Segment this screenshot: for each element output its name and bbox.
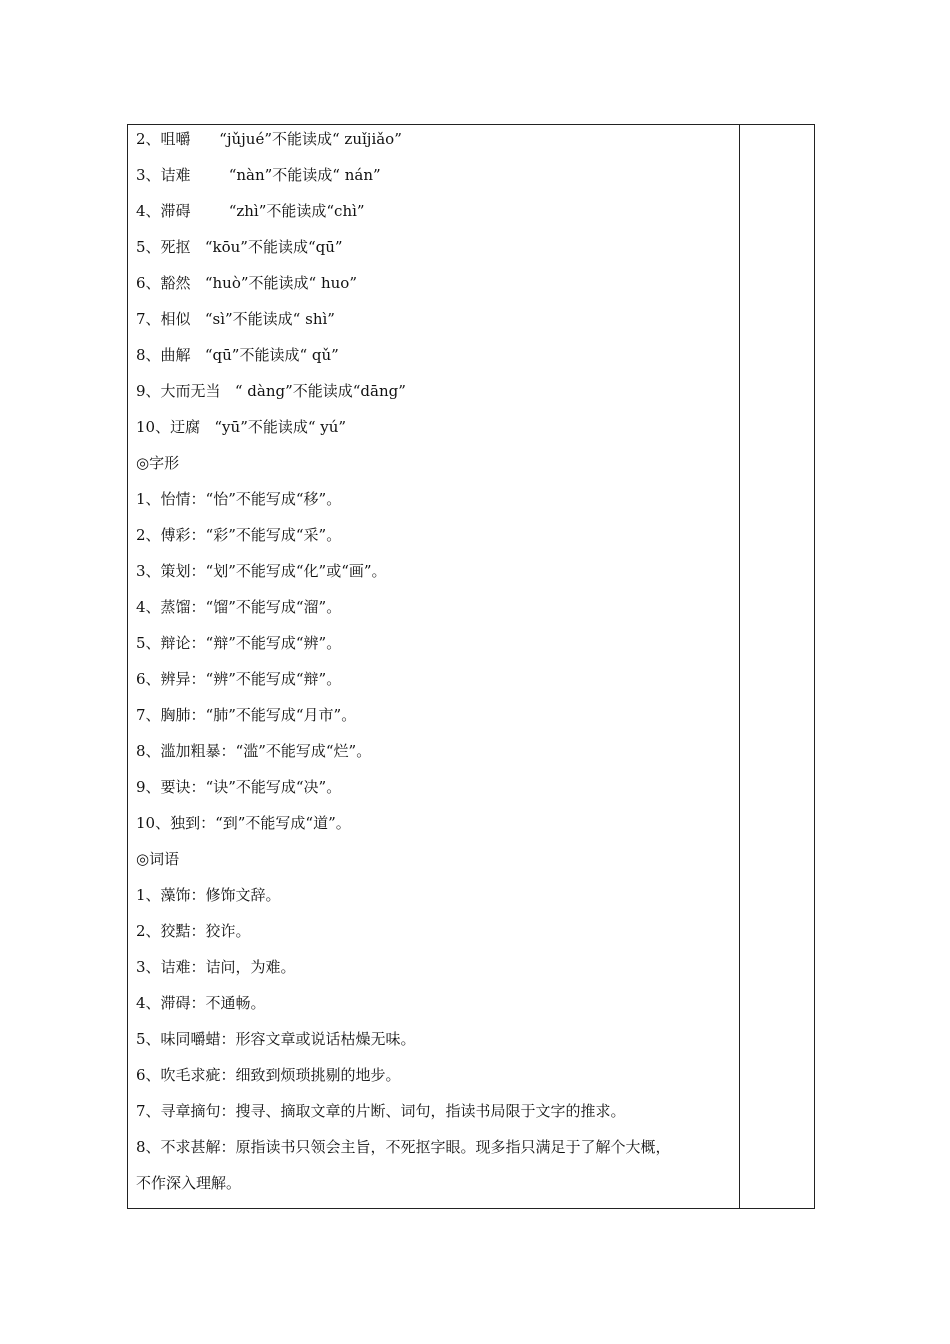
pronunciation-item: 3、诘难 “nàn”不能读成“ nán”: [136, 166, 381, 184]
pronunciation-item: 10、迂腐 “yū”不能读成“ yú”: [136, 418, 347, 436]
word-item: 7、寻章摘句：搜寻、摘取文章的片断、词句，指读书局限于文字的推求。: [136, 1102, 626, 1120]
glyph-item: 3、策划：“划”不能写成“化”或“画”。: [136, 562, 387, 580]
glyph-item: 7、胸肺：“肺”不能写成“月市”。: [136, 706, 357, 724]
word-item: 1、藻饰：修饰文辞。: [136, 886, 281, 904]
word-item: 8、不求甚解：原指读书只领会主旨，不死抠字眼。现多指只满足于了解个大概，: [136, 1138, 671, 1156]
pronunciation-item: 6、豁然 “huò”不能读成“ huo”: [136, 274, 357, 292]
glyph-item: 1、怡情：“怡”不能写成“移”。: [136, 490, 342, 508]
glyph-item: 4、蒸馏：“馏”不能写成“溜”。: [136, 598, 342, 616]
pronunciation-item: 5、死抠 “kōu”不能读成“qū”: [136, 238, 343, 256]
pronunciation-item: 8、曲解 “qū”不能读成“ qǔ”: [136, 346, 339, 364]
word-item: 2、狡黠：狡诈。: [136, 922, 251, 940]
glyph-section-heading: ◎字形: [136, 454, 180, 472]
word-item: 3、诘难：诘问，为难。: [136, 958, 296, 976]
glyph-item: 2、傅彩：“彩”不能写成“采”。: [136, 526, 342, 544]
glyph-item: 9、要诀：“诀”不能写成“决”。: [136, 778, 342, 796]
column-divider: [739, 125, 740, 1208]
glyph-item: 10、独到：“到”不能写成“道”。: [136, 814, 351, 832]
notes-table: [127, 124, 815, 1209]
word-item: 4、滞碍：不通畅。: [136, 994, 266, 1012]
pronunciation-item: 4、滞碍 “zhì”不能读成“chì”: [136, 202, 365, 220]
words-section-heading: ◎词语: [136, 850, 180, 868]
glyph-item: 6、辨异：“辨”不能写成“辩”。: [136, 670, 342, 688]
pronunciation-item: 9、大而无当 “ dàng”不能读成“dāng”: [136, 382, 406, 400]
word-item: 5、味同嚼蜡：形容文章或说话枯燥无味。: [136, 1030, 416, 1048]
glyph-item: 8、滥加粗暴：“滥”不能写成“烂”。: [136, 742, 372, 760]
pronunciation-item: 7、相似 “sì”不能读成“ shì”: [136, 310, 335, 328]
word-item: 6、吹毛求疵：细致到烦琐挑剔的地步。: [136, 1066, 401, 1084]
pronunciation-item: 2、咀嚼 “jǔjué”不能读成“ zuǐjiǎo”: [136, 130, 402, 148]
notes-cell: [136, 125, 736, 1205]
glyph-item: 5、辩论：“辩”不能写成“辨”。: [136, 634, 342, 652]
word-item-continuation: 不作深入理解。: [136, 1174, 242, 1192]
